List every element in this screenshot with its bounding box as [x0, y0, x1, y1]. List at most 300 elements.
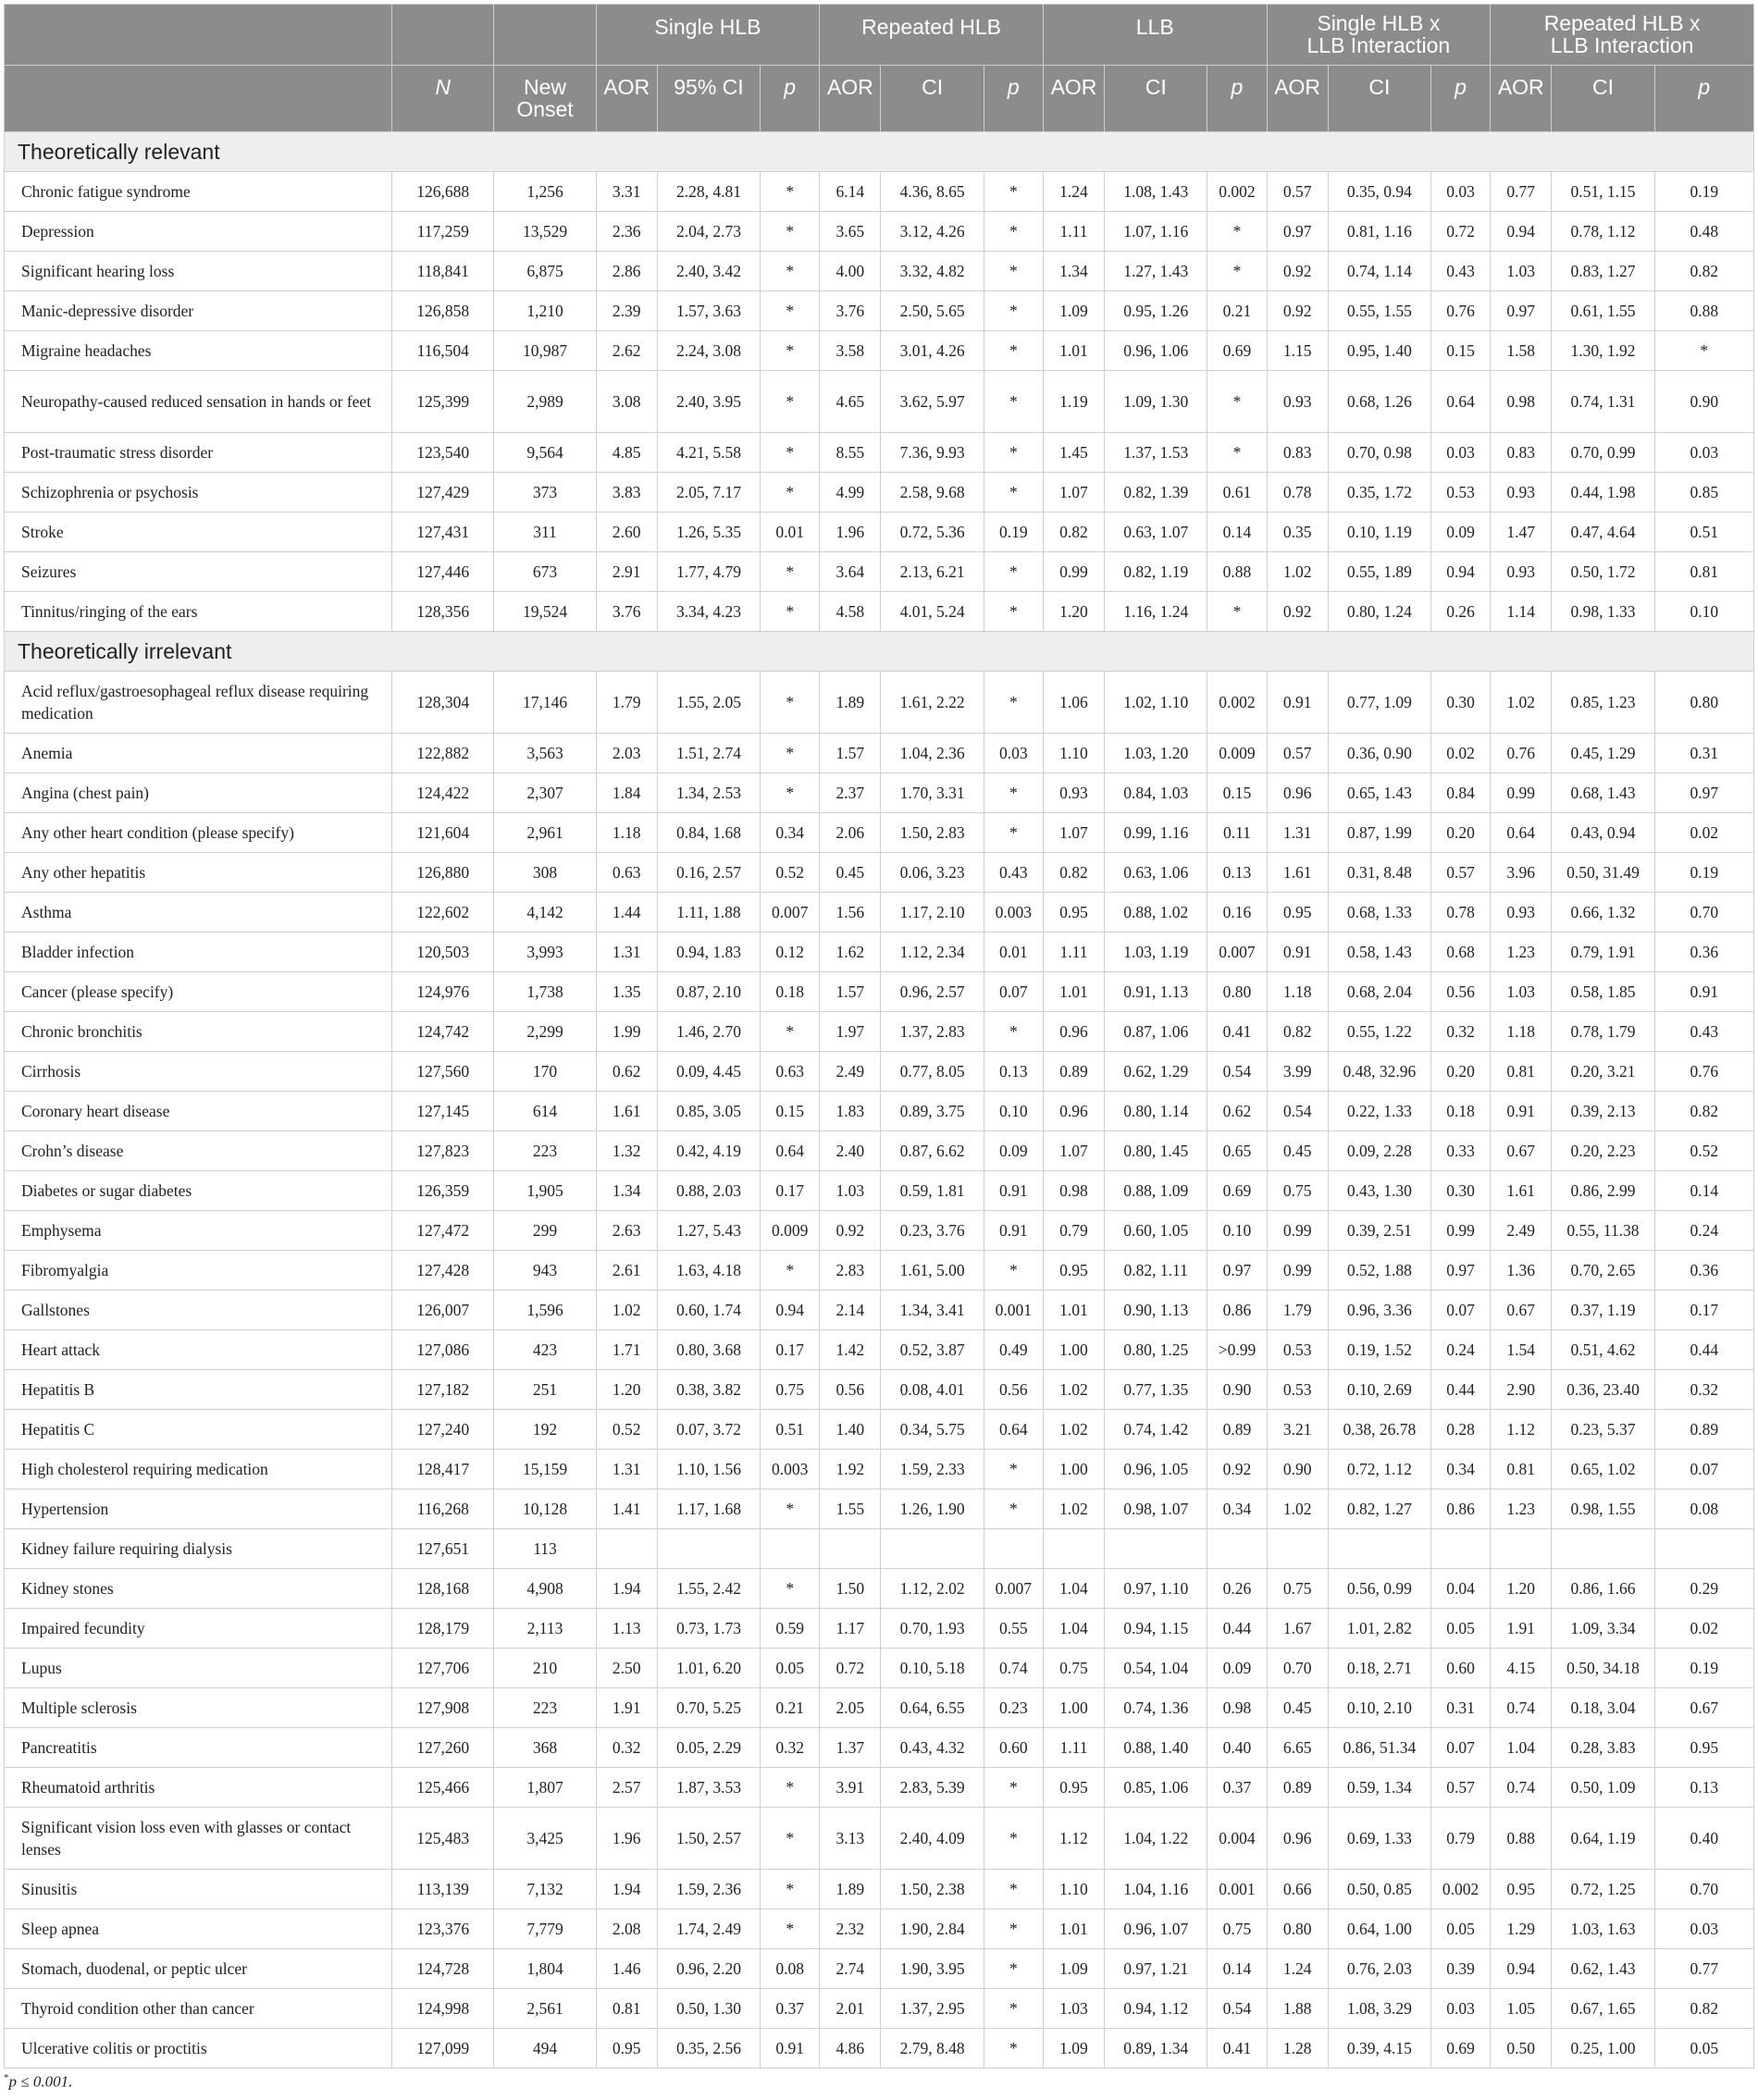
- table-cell: 1,738: [494, 972, 596, 1012]
- table-row: [5, 433, 1754, 473]
- table-cell: 1.17, 1.68: [657, 1489, 760, 1529]
- table-cell: 0.08, 4.01: [881, 1370, 984, 1410]
- table-cell: 0.10: [1207, 1211, 1267, 1251]
- table-cell: 1.47: [1491, 513, 1552, 552]
- column-header-aor: AOR: [1043, 66, 1104, 132]
- table-cell: 1.74, 2.49: [657, 1909, 760, 1949]
- table-cell: 0.70, 0.98: [1328, 433, 1430, 473]
- table-cell: *: [984, 1949, 1043, 1989]
- table-cell: 0.36: [1654, 1251, 1753, 1291]
- table-cell: 0.68, 1.33: [1328, 893, 1430, 933]
- table-cell: 0.26: [1207, 1569, 1267, 1609]
- table-cell: 0.30: [1431, 672, 1491, 734]
- table-cell: *: [984, 773, 1043, 813]
- table-cell: 1.27, 1.43: [1105, 252, 1207, 291]
- table-cell: 0.65, 1.43: [1328, 773, 1430, 813]
- table-cell: 17,146: [494, 672, 596, 734]
- table-cell: 1.04, 1.16: [1105, 1870, 1207, 1909]
- table-cell: 0.55, 1.89: [1328, 552, 1430, 592]
- table-cell: 128,179: [392, 1609, 494, 1649]
- table-cell: 6,875: [494, 252, 596, 291]
- table-cell: 0.99, 1.16: [1105, 813, 1207, 853]
- table-cell: 1.90, 2.84: [881, 1909, 984, 1949]
- table-cell: 0.93: [1267, 371, 1328, 433]
- table-row: [5, 1370, 1754, 1410]
- table-cell: 0.13: [1654, 1768, 1753, 1808]
- table-cell: 0.97: [1491, 291, 1552, 331]
- table-cell: 0.76, 2.03: [1328, 1949, 1430, 1989]
- table-cell: 0.90, 1.13: [1105, 1291, 1207, 1330]
- table-cell: 0.002: [1207, 672, 1267, 734]
- table-cell: 0.70: [1654, 893, 1753, 933]
- table-cell: 0.97: [1267, 212, 1328, 252]
- header-group-single-hlb: Single HLB: [596, 5, 820, 66]
- table-cell: *: [984, 1489, 1043, 1529]
- table-cell: 124,976: [392, 972, 494, 1012]
- table-cell: 0.79: [1431, 1808, 1491, 1870]
- table-cell: 1.40: [820, 1410, 881, 1450]
- table-cell: 0.88: [1654, 291, 1753, 331]
- table-cell: 0.35, 2.56: [657, 2029, 760, 2069]
- table-cell: 0.19, 1.52: [1328, 1330, 1430, 1370]
- table-cell: 0.59: [761, 1609, 820, 1649]
- table-cell: 0.34, 5.75: [881, 1410, 984, 1450]
- condition-name: Rheumatoid arthritis: [5, 1768, 392, 1808]
- table-cell: 0.56, 0.99: [1328, 1569, 1430, 1609]
- results-table: [4, 4, 1754, 2069]
- condition-name: Neuropathy-caused reduced sensation in hands or feet: [5, 371, 392, 433]
- condition-name: Acid reflux/gastroesophageal reflux disease requiring medication: [5, 672, 392, 734]
- table-cell: *: [984, 672, 1043, 734]
- table-cell: 0.96, 1.05: [1105, 1450, 1207, 1489]
- table-cell: *: [761, 252, 820, 291]
- condition-name: Lupus: [5, 1649, 392, 1688]
- table-cell: 2.04, 2.73: [657, 212, 760, 252]
- table-cell: 3.21: [1267, 1410, 1328, 1450]
- table-cell: *: [761, 1012, 820, 1052]
- table-cell: 223: [494, 1688, 596, 1728]
- table-cell: 1.17: [820, 1609, 881, 1649]
- table-cell: 0.95, 1.40: [1328, 331, 1430, 371]
- table-cell: 0.79: [1043, 1211, 1104, 1251]
- table-cell: 0.002: [1431, 1870, 1491, 1909]
- table-cell: 1.97: [820, 1012, 881, 1052]
- table-cell: 0.96, 3.36: [1328, 1291, 1430, 1330]
- table-cell: 0.003: [761, 1450, 820, 1489]
- table-cell: 1.02, 1.10: [1105, 672, 1207, 734]
- table-cell: 0.89, 1.34: [1105, 2029, 1207, 2069]
- table-cell: 4.00: [820, 252, 881, 291]
- table-cell: 0.91: [984, 1211, 1043, 1251]
- table-cell: 0.05: [1654, 2029, 1753, 2069]
- table-cell: 1.61: [596, 1092, 657, 1131]
- table-cell: 0.32: [596, 1728, 657, 1768]
- column-header-ci: CI: [1328, 66, 1430, 132]
- table-cell: 0.98: [1043, 1171, 1104, 1211]
- table-cell: 0.77, 1.35: [1105, 1370, 1207, 1410]
- table-cell: 0.19: [984, 513, 1043, 552]
- table-cell: 124,728: [392, 1949, 494, 1989]
- table-cell: 0.35, 0.94: [1328, 172, 1430, 212]
- table-cell: 0.52, 3.87: [881, 1330, 984, 1370]
- table-cell: 19,524: [494, 592, 596, 632]
- table-cell: 0.07: [984, 972, 1043, 1012]
- table-cell: 4.99: [820, 473, 881, 513]
- table-row: [5, 1870, 1754, 1909]
- column-header-aor: AOR: [820, 66, 881, 132]
- table-cell: *: [761, 1909, 820, 1949]
- table-cell: 0.34: [761, 813, 820, 853]
- table-cell: 0.44: [1207, 1609, 1267, 1649]
- table-cell: *: [761, 331, 820, 371]
- table-cell: 0.93: [1491, 473, 1552, 513]
- table-cell: 1.50: [820, 1569, 881, 1609]
- table-cell: *: [984, 1450, 1043, 1489]
- table-cell: 1.07, 1.16: [1105, 212, 1207, 252]
- table-cell: 1.31: [596, 1450, 657, 1489]
- table-cell: *: [761, 1569, 820, 1609]
- table-cell: 2.62: [596, 331, 657, 371]
- table-cell: 0.23, 3.76: [881, 1211, 984, 1251]
- table-cell: 0.51, 4.62: [1552, 1330, 1654, 1370]
- table-cell: 1.11: [1043, 212, 1104, 252]
- column-header-aor: AOR: [1267, 66, 1328, 132]
- table-cell: 0.85, 1.06: [1105, 1768, 1207, 1808]
- table-cell: >0.99: [1207, 1330, 1267, 1370]
- table-cell: 0.19: [1654, 172, 1753, 212]
- table-cell: 0.20: [1431, 1052, 1491, 1092]
- table-cell: *: [984, 1989, 1043, 2029]
- table-cell: 1.94: [596, 1870, 657, 1909]
- table-cell: 0.61: [1207, 473, 1267, 513]
- table-cell: 0.70: [1654, 1870, 1753, 1909]
- table-cell: 0.50, 1.30: [657, 1989, 760, 2029]
- table-cell: 3.62, 5.97: [881, 371, 984, 433]
- table-cell: 368: [494, 1728, 596, 1768]
- table-cell: 127,428: [392, 1251, 494, 1291]
- table-cell: 0.003: [984, 893, 1043, 933]
- column-header-ci: CI: [1105, 66, 1207, 132]
- table-cell: *: [984, 433, 1043, 473]
- table-cell: 124,422: [392, 773, 494, 813]
- table-cell: 2,961: [494, 813, 596, 853]
- table-cell: 0.23, 5.37: [1552, 1410, 1654, 1450]
- table-cell: 1.02: [1043, 1489, 1104, 1529]
- table-cell: 0.54, 1.04: [1105, 1649, 1207, 1688]
- table-cell: 127,651: [392, 1529, 494, 1569]
- table-cell: 3.32, 4.82: [881, 252, 984, 291]
- header-blank-cell: [392, 5, 494, 66]
- table-cell: 0.02: [1654, 1609, 1753, 1649]
- table-cell: 1.04: [1043, 1609, 1104, 1649]
- table-cell: 0.55, 11.38: [1552, 1211, 1654, 1251]
- table-cell: 1.01: [1043, 331, 1104, 371]
- table-row: [5, 172, 1754, 212]
- table-cell: 126,359: [392, 1171, 494, 1211]
- table-cell: 2.40, 3.95: [657, 371, 760, 433]
- table-cell: 0.05: [1431, 1609, 1491, 1649]
- table-cell: 1.03, 1.19: [1105, 933, 1207, 972]
- table-cell: 0.88: [1491, 1808, 1552, 1870]
- table-cell: 0.95: [1043, 1768, 1104, 1808]
- table-cell: 0.85, 1.23: [1552, 672, 1654, 734]
- table-cell: 0.74, 1.36: [1105, 1688, 1207, 1728]
- table-row: [5, 1211, 1754, 1251]
- condition-name: Hypertension: [5, 1489, 392, 1529]
- table-cell: 127,145: [392, 1092, 494, 1131]
- table-cell: 128,168: [392, 1569, 494, 1609]
- table-cell: 1.12: [1491, 1410, 1552, 1450]
- table-cell: 0.68, 1.26: [1328, 371, 1430, 433]
- table-cell: 0.50, 34.18: [1552, 1649, 1654, 1688]
- table-cell: 1.18: [596, 813, 657, 853]
- table-cell: 2.06: [820, 813, 881, 853]
- table-cell: 1.87, 3.53: [657, 1768, 760, 1808]
- table-cell: 0.20, 2.23: [1552, 1131, 1654, 1171]
- table-cell: 2.63: [596, 1211, 657, 1251]
- table-cell: 0.37, 1.19: [1552, 1291, 1654, 1330]
- table-cell: 1.12: [1043, 1808, 1104, 1870]
- header-group-single-x-llb-line1: Single HLB x: [1317, 11, 1441, 35]
- table-cell: 1.96: [596, 1808, 657, 1870]
- table-cell: 0.39, 2.51: [1328, 1211, 1430, 1251]
- table-cell: 0.96: [1043, 1012, 1104, 1052]
- table-cell: 0.75: [1043, 1649, 1104, 1688]
- table-cell: 0.82, 1.19: [1105, 552, 1207, 592]
- table-cell: 0.91, 1.13: [1105, 972, 1207, 1012]
- condition-name: Angina (chest pain): [5, 773, 392, 813]
- table-cell: 2.83: [820, 1251, 881, 1291]
- table-cell: 0.47, 4.64: [1552, 513, 1654, 552]
- table-row: [5, 1052, 1754, 1092]
- table-cell: 0.77: [1654, 1949, 1753, 1989]
- table-cell: 0.78, 1.12: [1552, 212, 1654, 252]
- table-cell: 0.78, 1.79: [1552, 1012, 1654, 1052]
- table-cell: 1.13: [596, 1609, 657, 1649]
- column-header-new-onset-line1: New: [524, 75, 567, 99]
- table-cell: 1.11: [1043, 933, 1104, 972]
- table-cell: 1.02: [1043, 1370, 1104, 1410]
- table-row: [5, 1012, 1754, 1052]
- table-cell: 1.20: [1491, 1569, 1552, 1609]
- table-cell: 0.54: [1267, 1092, 1328, 1131]
- table-cell: 0.99: [1267, 1211, 1328, 1251]
- column-header-aor: AOR: [596, 66, 657, 132]
- table-cell: 0.49: [984, 1330, 1043, 1370]
- table-cell: *: [761, 291, 820, 331]
- table-cell: 0.009: [1207, 734, 1267, 773]
- condition-name: Kidney failure requiring dialysis: [5, 1529, 392, 1569]
- table-cell: 1.50, 2.57: [657, 1808, 760, 1870]
- table-cell: 1.01: [1043, 1909, 1104, 1949]
- table-cell: 2,561: [494, 1989, 596, 2029]
- table-cell: 122,882: [392, 734, 494, 773]
- table-cell: 3.13: [820, 1808, 881, 1870]
- table-cell: 1.96: [820, 513, 881, 552]
- results-table-container: [4, 4, 1754, 2069]
- table-cell: 0.78: [1267, 473, 1328, 513]
- header-column-row: [5, 66, 1754, 132]
- condition-name: Anemia: [5, 734, 392, 773]
- table-cell: 0.21: [761, 1688, 820, 1728]
- column-header-new-onset-line2: Onset: [516, 97, 574, 121]
- section-title: Theoretically relevant: [5, 132, 1754, 172]
- table-cell: 223: [494, 1131, 596, 1171]
- table-cell: 0.97: [1654, 773, 1753, 813]
- table-cell: *: [761, 1870, 820, 1909]
- footnote-text: p ≤ 0.001.: [8, 2072, 73, 2091]
- table-cell: 0.52: [1654, 1131, 1753, 1171]
- table-cell: 0.70, 1.93: [881, 1609, 984, 1649]
- table-cell: 1.42: [820, 1330, 881, 1370]
- table-cell: 127,260: [392, 1728, 494, 1768]
- table-cell: 2.32: [820, 1909, 881, 1949]
- table-cell: 0.88, 1.09: [1105, 1171, 1207, 1211]
- table-cell: 0.85: [1654, 473, 1753, 513]
- table-cell: 0.51: [1654, 513, 1753, 552]
- table-cell: 0.001: [1207, 1870, 1267, 1909]
- table-cell: 1.20: [596, 1370, 657, 1410]
- table-cell: *: [1207, 592, 1267, 632]
- table-cell: 0.10: [1654, 592, 1753, 632]
- table-cell: 0.17: [1654, 1291, 1753, 1330]
- table-cell: 1.09: [1043, 1949, 1104, 1989]
- condition-name: Hepatitis C: [5, 1410, 392, 1450]
- table-cell: 0.38, 26.78: [1328, 1410, 1430, 1450]
- table-cell: 0.87, 2.10: [657, 972, 760, 1012]
- table-cell: 0.63, 1.06: [1105, 853, 1207, 893]
- table-cell: 0.34: [1207, 1489, 1267, 1529]
- table-cell: 13,529: [494, 212, 596, 252]
- table-cell: 0.98, 1.55: [1552, 1489, 1654, 1529]
- table-cell: 0.91: [1654, 972, 1753, 1012]
- table-cell: 1.24: [1267, 1949, 1328, 1989]
- table-cell: 3.99: [1267, 1052, 1328, 1092]
- table-cell: *: [984, 473, 1043, 513]
- table-cell: 0.40: [1654, 1808, 1753, 1870]
- table-cell: 0.24: [1654, 1211, 1753, 1251]
- table-cell: 0.44: [1431, 1370, 1491, 1410]
- table-cell: 0.80, 1.25: [1105, 1330, 1207, 1370]
- table-cell: 943: [494, 1251, 596, 1291]
- table-cell: 0.89: [1267, 1768, 1328, 1808]
- table-cell: 0.50, 0.85: [1328, 1870, 1430, 1909]
- table-row: [5, 1489, 1754, 1529]
- table-cell: 1.02: [1267, 552, 1328, 592]
- table-cell: 0.57: [1431, 1768, 1491, 1808]
- table-cell: 0.19: [1654, 853, 1753, 893]
- table-cell: 127,908: [392, 1688, 494, 1728]
- table-cell: 1.11, 1.88: [657, 893, 760, 933]
- table-cell: *: [984, 371, 1043, 433]
- table-cell: 127,823: [392, 1131, 494, 1171]
- table-cell: 0.84: [1431, 773, 1491, 813]
- table-cell: 0.77: [1491, 172, 1552, 212]
- table-cell: 0.45: [820, 853, 881, 893]
- table-cell: 117,259: [392, 212, 494, 252]
- table-cell: 3.58: [820, 331, 881, 371]
- table-cell: 1.56: [820, 893, 881, 933]
- table-cell: 0.81: [596, 1989, 657, 2029]
- table-cell: 1.26, 1.90: [881, 1489, 984, 1529]
- table-cell: 0.80, 1.14: [1105, 1092, 1207, 1131]
- table-row: [5, 1330, 1754, 1370]
- table-cell: 1.29: [1491, 1909, 1552, 1949]
- table-cell: *: [984, 291, 1043, 331]
- header-blank-cell: [5, 5, 392, 66]
- table-cell: 1.15: [1267, 331, 1328, 371]
- table-cell: 0.75: [1267, 1569, 1328, 1609]
- table-cell: 1.01: [1043, 1291, 1104, 1330]
- table-cell: 1.00: [1043, 1450, 1104, 1489]
- table-cell: 1.00: [1043, 1330, 1104, 1370]
- table-cell: 0.57: [1431, 853, 1491, 893]
- table-cell: 423: [494, 1330, 596, 1370]
- table-cell: 0.36, 0.90: [1328, 734, 1430, 773]
- table-cell: 0.009: [761, 1211, 820, 1251]
- table-cell: 0.16, 2.57: [657, 853, 760, 893]
- table-cell: 0.36, 23.40: [1552, 1370, 1654, 1410]
- table-cell: 1.17, 2.10: [881, 893, 984, 933]
- table-cell: 0.96: [1267, 773, 1328, 813]
- table-cell: 0.84, 1.68: [657, 813, 760, 853]
- table-cell: 1.44: [596, 893, 657, 933]
- table-cell: 1.37: [820, 1728, 881, 1768]
- table-cell: 0.85, 3.05: [657, 1092, 760, 1131]
- table-cell: 125,399: [392, 371, 494, 433]
- table-cell: 1.11: [1043, 1728, 1104, 1768]
- table-cell: 1.55, 2.42: [657, 1569, 760, 1609]
- table-cell: 1.89: [820, 672, 881, 734]
- table-cell: 0.98: [1207, 1688, 1267, 1728]
- table-cell: 2.91: [596, 552, 657, 592]
- table-cell: 1.24: [1043, 172, 1104, 212]
- table-cell: 2.40, 4.09: [881, 1808, 984, 1870]
- table-cell: 0.66, 1.32: [1552, 893, 1654, 933]
- header-group-row: [5, 5, 1754, 66]
- table-cell: 0.83, 1.27: [1552, 252, 1654, 291]
- table-row: [5, 893, 1754, 933]
- table-cell: 10,128: [494, 1489, 596, 1529]
- table-cell: 0.91: [1491, 1092, 1552, 1131]
- table-cell: 1.63, 4.18: [657, 1251, 760, 1291]
- table-row: [5, 1808, 1754, 1870]
- column-header-n: N: [392, 66, 494, 132]
- table-row: [5, 1410, 1754, 1450]
- table-cell: 0.74, 1.42: [1105, 1410, 1207, 1450]
- table-cell: 0.41: [1207, 1012, 1267, 1052]
- table-cell: 2.40, 3.42: [657, 252, 760, 291]
- section-header-row: [5, 632, 1754, 672]
- condition-name: Coronary heart disease: [5, 1092, 392, 1131]
- table-row: [5, 1092, 1754, 1131]
- table-cell: 1,596: [494, 1291, 596, 1330]
- table-cell: 1,210: [494, 291, 596, 331]
- table-cell: 2.83, 5.39: [881, 1768, 984, 1808]
- table-cell: [984, 1529, 1043, 1569]
- table-cell: 116,504: [392, 331, 494, 371]
- condition-name: Heart attack: [5, 1330, 392, 1370]
- table-cell: 0.10: [984, 1092, 1043, 1131]
- table-cell: 0.96, 2.20: [657, 1949, 760, 1989]
- table-cell: 2.01: [820, 1989, 881, 2029]
- table-row: [5, 1768, 1754, 1808]
- table-cell: 4.01, 5.24: [881, 592, 984, 632]
- table-cell: 1.19: [1043, 371, 1104, 433]
- table-row: [5, 1171, 1754, 1211]
- table-cell: 0.09: [1431, 513, 1491, 552]
- table-cell: 0.007: [984, 1569, 1043, 1609]
